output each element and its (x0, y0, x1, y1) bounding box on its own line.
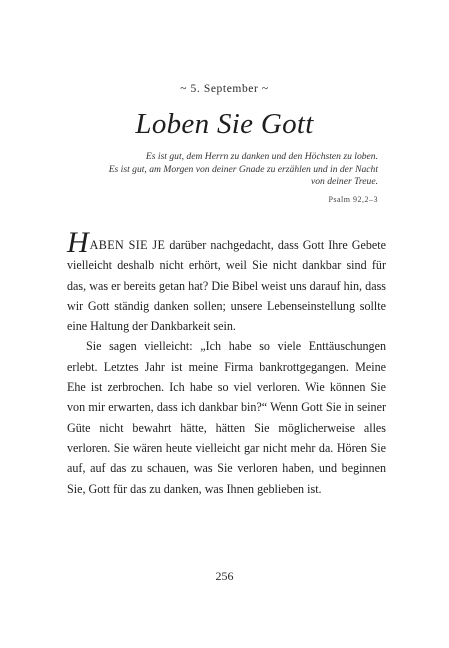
epigraph-line: von deiner Treue. (310, 176, 378, 188)
epigraph-line: Es ist gut, dem Herrn zu danken und den Höchsten zu loben. (145, 151, 378, 162)
date-heading: ~ 5. September ~ (180, 83, 269, 95)
drop-cap: H (67, 226, 89, 259)
body-text (67, 226, 386, 499)
paragraph-1 (67, 226, 386, 336)
epigraph-source: Psalm 92,2–3 (328, 195, 378, 204)
epigraph-line: Es ist gut, am Morgen von deiner Gnade zu erzählen und in der Nacht (108, 163, 378, 175)
page-number: 256 (215, 569, 234, 583)
paragraph-1-text: darüber nachgedacht, dass Gott Ihre Gebete vielleicht deshalb nicht erhört, weil Sie nicht dankbar sind für das, was er bereits getan hat? Die Bibel weist uns darauf hin, dass wir Gott ständig danken sollen; unsere Lebenseinstellung sollte eine Haltung der Dankbarkeit sein. (67, 238, 386, 334)
page-title: Loben Sie Gott (135, 108, 314, 140)
epigraph-quote (70, 151, 378, 189)
lead-in-caps: ABEN SIE JE (89, 238, 166, 252)
paragraph-2: Sie sagen vielleicht: „Ich habe so viele Enttäuschungen erlebt. Letztes Jahr ist meine Firma bankrottgegangen. Meine Ehe ist zerbrochen. Ich habe so viel verloren. Wie können Sie von mir erwarten, dass ich dankbar bin?“ Wenn Gott Sie in seiner Güte nicht bewahrt hätte, hätten Sie möglicherweise alles verloren. Sie wären heute vielleicht gar nicht mehr da. Hören Sie auf, auf das zu schauen, was Sie verloren haben, und beginnen Sie, Gott für das zu danken, was Ihnen geblieben ist. (67, 339, 386, 496)
